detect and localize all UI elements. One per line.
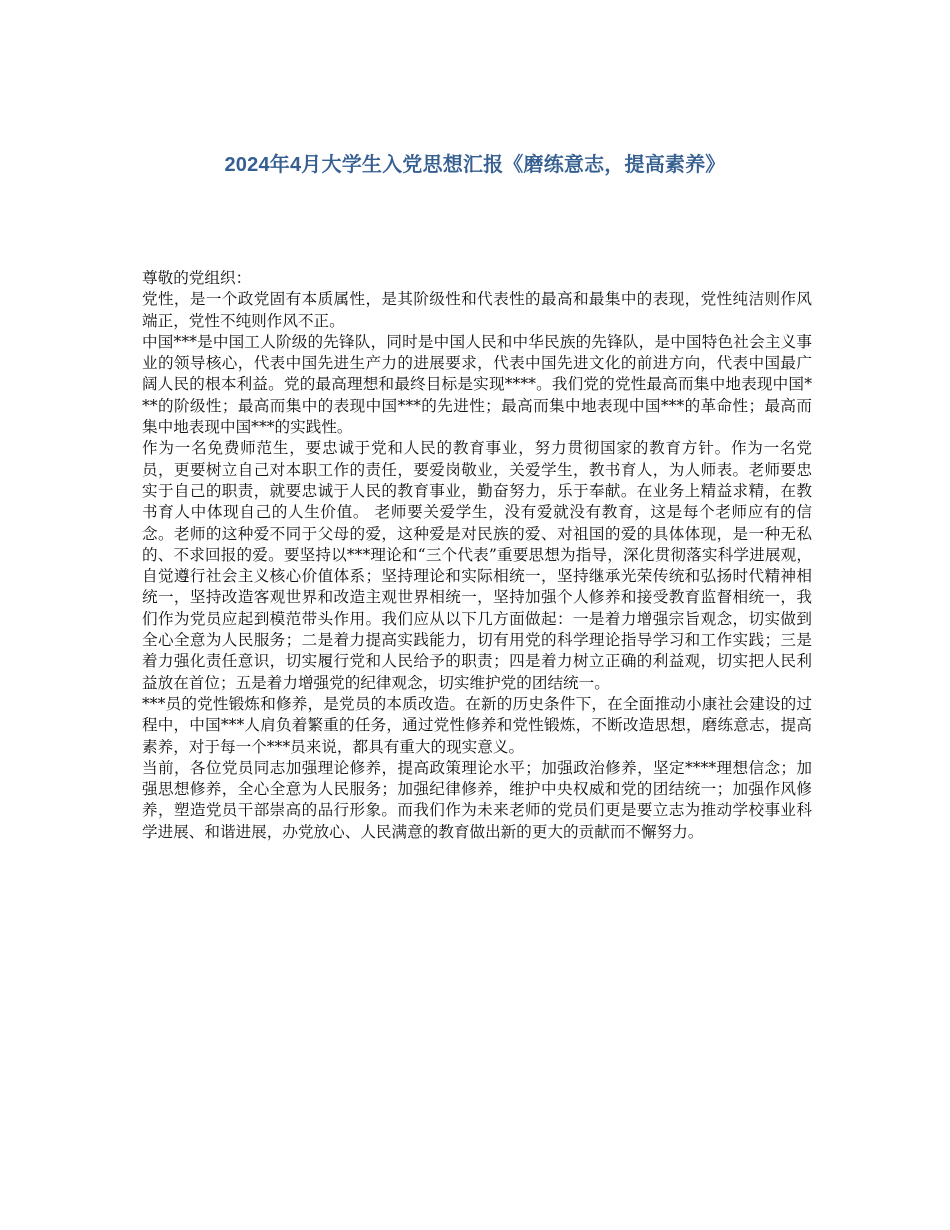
body-paragraph: 中国***是中国工人阶级的先锋队，同时是中国人民和中华民族的先锋队，是中国特色社会主义事业的领导核心，代表中国先进生产力的进展要求，代表中国先进文化的前进方向，代表中国最广阔人民的根本利益。党的最高理想和最终目标是实现****。我们党的党性最高而集中地表现中国***的阶级性；最高而集中的表现中国***的先进性；最高而集中地表现中国***的革命性；最高而集中地表现中国***的实践性。 [142,332,812,437]
salutation: 尊敬的党组织： [142,269,252,287]
body-paragraph: 当前，各位党员同志加强理论修养，提高政策理论水平；加强政治修养，坚定****理想信念；加强思想修养，全心全意为人民服务；加强纪律修养，维护中央权威和党的团结统一；加强作风修养，塑造党员干部崇高的品行形象。而我们作为未来老师的党员们更是要立志为推动学校事业科学进展、和谐进展，办党放心、人民满意的教育做出新的更大的贡献而不懈努力。 [142,758,812,841]
document-body [142,268,812,843]
body-paragraph: 党性，是一个政党固有本质属性，是其阶级性和代表性的最高和最集中的表现，党性纯洁则作风端正，党性不纯则作风不正。 [142,290,812,330]
body-paragraph: 作为一名免费师范生，要忠诚于党和人民的教育事业，努力贯彻国家的教育方针。作为一名党员，更要树立自己对本职工作的责任，要爱岗敬业，关爱学生，教书育人，为人师表。老师要忠实于自己的职责，就要忠诚于人民的教育事业，勤奋努力，乐于奉献。在业务上精益求精，在教书育人中体现自己的人生价值。 老师要关爱学生，没有爱就没有教育，这是每个老师应有的信念。老师的这种爱不同于父母的爱，这种爱是对民族的爱、对祖国的爱的具体体现，是一种无私的、不求回报的爱。要坚持以***理论和“三个代表”重要思想为指导，深化贯彻落实科学进展观，自觉遵行社会主义核心价值体系；坚持理论和实际相统一，坚持继承光荣传统和弘扬时代精神相统一，坚持改造客观世界和改造主观世界相统一，坚持加强个人修养和接受教育监督相统一，我们作为党员应起到模范带头作用。我们应从以下几方面做起：一是着力增强宗旨观念，切实做到全心全意为人民服务；二是着力提高实践能力，切有用党的科学理论指导学习和工作实践；三是着力强化责任意识，切实履行党和人民给予的职责；四是着力树立正确的利益观，切实把人民利益放在首位；五是着力增强党的纪律观念，切实维护党的团结统一。 [142,439,812,692]
document-title: 2024年4月大学生入党思想汇报《磨练意志，提高素养》 [224,154,726,176]
body-paragraph: ***员的党性锻炼和修养，是党员的本质改造。在新的历史条件下，在全面推动小康社会建设的过程中，中国***人肩负着繁重的任务，通过党性修养和党性锻炼，不断改造思想，磨练意志，提高素养，对于每一个***员来说，都具有重大的现实意义。 [142,694,812,756]
